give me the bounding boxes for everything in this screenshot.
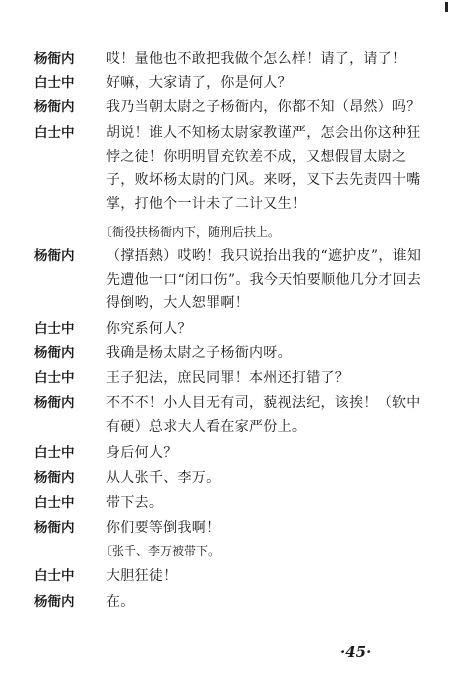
speaker-name: 杨衙内	[34, 99, 75, 115]
speaker-name: 白士中	[34, 568, 75, 584]
speaker-name: 白士中	[34, 370, 75, 386]
speech-text: 我乃当朝太尉之子杨衙内，你都不知（昂然）吗？	[106, 99, 421, 115]
speaker-name: 杨衙内	[34, 470, 75, 486]
stage-direction-text: 〔衙役扶杨衙内下，随刑后扶上。	[100, 225, 281, 239]
speech-text: 从人张千、李万。	[106, 470, 221, 486]
speaker-name: 白士中	[34, 125, 75, 141]
speaker-name: 杨衙内	[34, 51, 75, 67]
speaker-name: 白士中	[34, 321, 75, 337]
speaker-name: 杨衙内	[34, 520, 75, 536]
speaker-name: 白士中	[34, 75, 75, 91]
speech-text: 王子犯法，庶民同罪！本州还打错了？	[106, 370, 350, 386]
page-edge-mark	[445, 2, 448, 12]
speech-text: 胡说！谁人不知杨太尉家教谨严，怎会出你这种狂悖之徒！你明明冒充钦差不成，又想假冒太尉之子，败坏杨太尉的门风。来呀，叉下去先责四十嘴掌，打他个一计未了二计又生！	[106, 125, 421, 212]
speaker-name: 杨衙内	[34, 395, 75, 411]
speech-text: 你们要等倒我啊！	[106, 520, 221, 536]
speech-text: 哎！量他也不敢把我做个怎么样！请了，请了！	[106, 51, 407, 67]
speech-text: 身后何人？	[106, 445, 178, 461]
speech-text: 我确是杨太尉之子杨衙内呀。	[106, 345, 292, 361]
stage-direction-text: 〔张千、李万被带下。	[100, 544, 221, 558]
speaker-name: 白士中	[34, 495, 75, 511]
page-number: ·45·	[340, 643, 372, 661]
speech-text: 带下去。	[106, 495, 164, 511]
speech-text: 在。	[106, 594, 135, 610]
speech-text: 大胆狂徒！	[106, 568, 178, 584]
speech-text: 不不不！小人目无有司，藐视法纪，该挨！（软中有硬）总求大人看在家严份上。	[106, 395, 421, 435]
speaker-name: 白士中	[34, 445, 75, 461]
speaker-name: 杨衙内	[34, 345, 75, 361]
speaker-name: 杨衙内	[34, 594, 75, 610]
speech-text: 你究系何人？	[106, 321, 192, 337]
speech-text: 好嘛，大家请了，你是何人？	[106, 75, 292, 91]
speech-text: （撑捂熱）哎哟！我只说抬出我的“遮护皮”，谁知先遭他一口“闭口伤”。我今天怕要顺他几分才回去得倒哟，大人恕罪啊！	[106, 248, 422, 312]
speaker-name: 杨衙内	[34, 248, 75, 264]
